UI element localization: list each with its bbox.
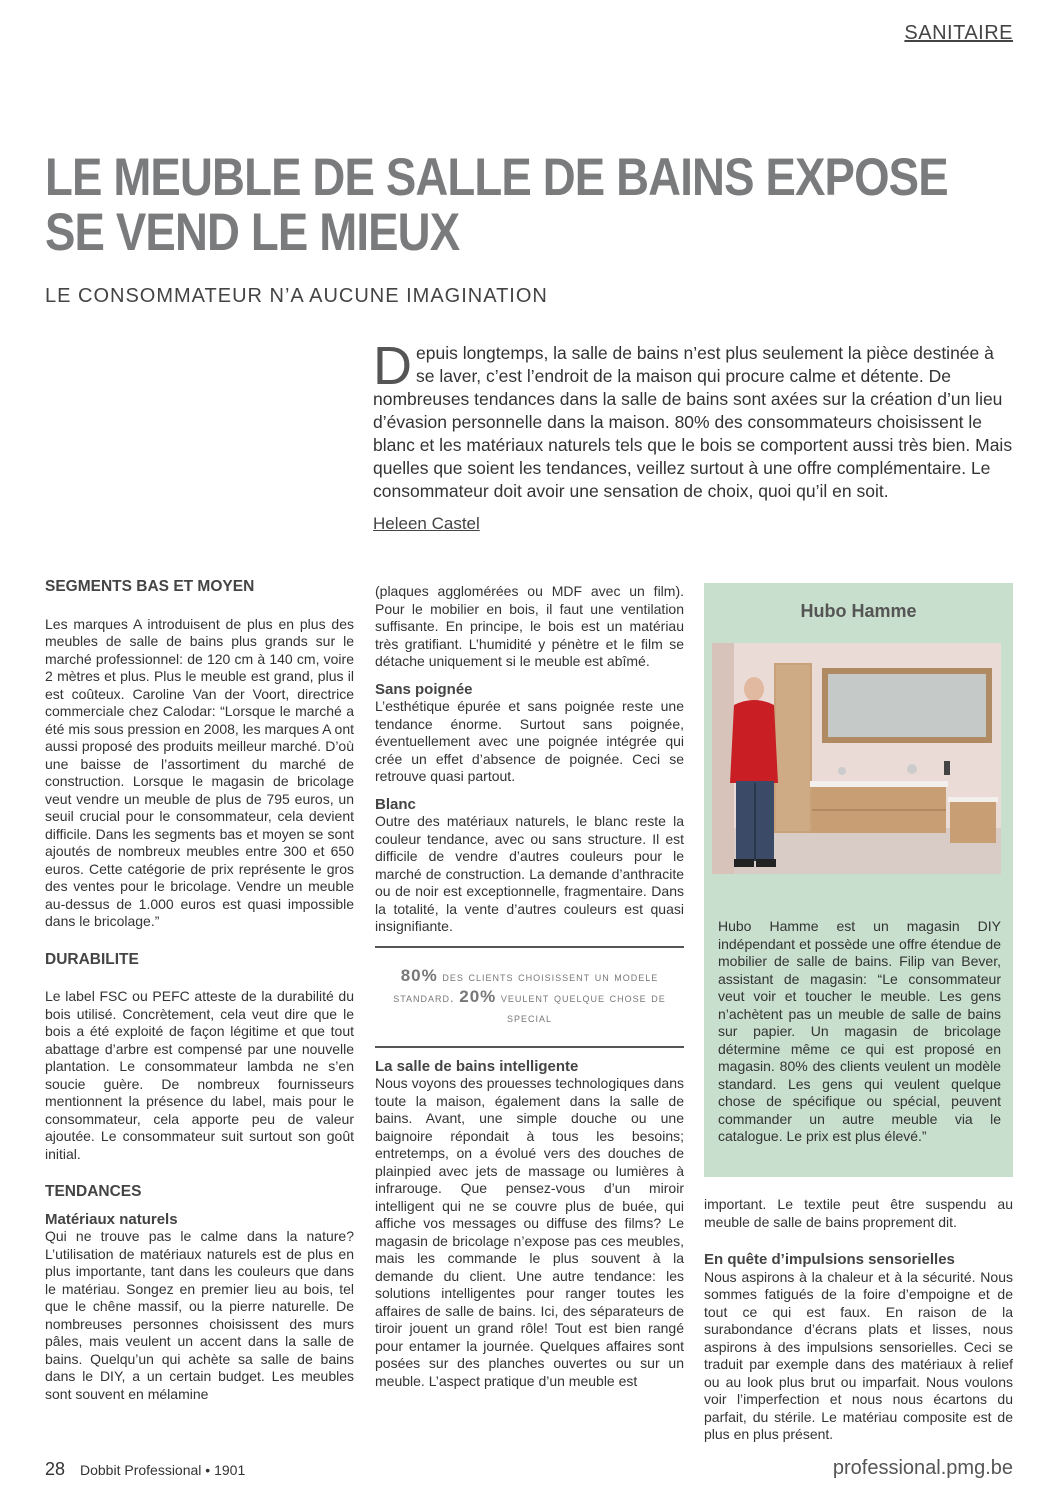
pull-quote [375,948,684,1046]
footer-url[interactable]: professional.pmg.be [832,1457,1013,1479]
paragraph-continued: (plaques agglomérées ou MDF avec un film). Pour le mobilier en bois, il faut une ventilation suffisante. En principe, le bois est un matériau très gratifiant. L’humidité y pénètre et le film se détache uniquement si le meuble est abîmé. [375,583,684,669]
sidebar-box [704,583,1013,1177]
heading-salle-intelligente: La salle de bains intelligente [375,1057,579,1075]
paragraph-materiaux-naturels: Qui ne trouve pas le calme dans la nature? L’utilisation de matériaux naturels est de plus en plus importante, tant dans les couleurs que dans le matériau. Songez en premier lieu au bois, tel que le chêne massif, ou la pierre naturelle. De nombreuses personnes choisissent des murs pâles, mais veulent un accent dans la salle de bains. Quelqu’un qui achète sa salle de bains dans le DIY, a un certain budget. Les meubles sont souvent en mélamine [45,1228,354,1402]
column-1 [45,578,354,1403]
heading-impulsions: En quête d’impulsions sensorielles [704,1251,955,1268]
sidebar-text: Hubo Hamme est un magasin DIY indépendant et possède une offre étendue de mobilier de salle de bains. Filip van Bever, assistant de magasin: “Le consommateur veut voir et toucher le meuble. Les gens n’achètent pas un meuble de salle de bains sur papier. Un magasin de bricolage détermine même ce qui est proposé en magasin. 80% des clients veulent un modèle standard. Les gens qui veulent quelque chose de spécifique ou spécial, peuvent commander un autre meuble via le catalogue. Le prix est plus élevé.” [718,918,1001,1144]
heading-blanc: Blanc [375,795,416,813]
bathroom-showroom-illustration [712,643,1001,874]
column-3 [704,1196,1013,1444]
paragraph-sans-poignee: L’esthétique épurée et sans poignée reste une tendance énorme. Surtout sans poignée, éventuellement avec une poignée intégrée qui crée un effet d’absence de poignée. Ceci se retrouve quasi partout. [375,698,684,784]
drop-cap: D [373,336,412,396]
paragraph-continued-col3: important. Le textile peut être suspendu au meuble de salle de bains proprement dit. [704,1196,1013,1230]
pull-quote-text-2: veulent quelque chose de special [496,989,666,1025]
heading-sans-poignee: Sans poignée [375,680,473,698]
heading-tendances: TENDANCES [45,1183,142,1200]
author-byline: Heleen Castel [373,514,480,533]
heading-materiaux-naturels: Matériaux naturels [45,1210,178,1228]
article-subtitle: LE CONSOMMATEUR N’A AUCUNE IMAGINATION [45,285,548,307]
column-2 [375,583,684,1390]
heading-durabilite: DURABILITE [45,950,139,968]
paragraph-segments: Les marques A introduisent de plus en plus des meubles de salle de bains plus grands sur le marché professionnel: de 120 cm à 140 cm, voire 2 mètres et plus. Plus le meuble est grand, plus il est coûteux. Caroline Van der Voort, directrice commerciale chez Calodar: “Lorsque le marché a été mis sous pression en 2008, les marques A ont aussi proposé des produits meilleur marché. D’où une baisse de l’assortiment du marché de construction. Lorsque le magasin de bricolage veut vendre un meuble de plus de 795 euros, un seuil crucial pour le consommateur, cela devient difficile. Dans les segments bas et moyen se sont ajoutés de nombreux meubles entre 300 et 650 euros. Cette catégorie de prix représente le gros des ventes pour le bricolage. Vendre un meuble au-dessus de 1.000 euros est quasi impossible dans le bricolage.” [45,615,354,929]
sidebar-title: Hubo Hamme [800,601,917,621]
heading-segments: SEGMENTS BAS ET MOYEN [45,578,255,595]
pull-quote-pct-2: 20% [459,986,497,1006]
intro-paragraph [373,336,1013,503]
paragraph-salle-intelligente: Nous voyons des prouesses technologiques dans toute la maison, également dans la salle de bains. Avant, une simple douche ou une baignoire répondait à tous les besoins; entretemps, on a évolué vers des douches de plainpied avec jets de massage ou lumières à infrarouge. Que pensez-vous d’un miroir intelligent qui ne se couvre plus de buée, qui affiche vos messages ou diffuse des films? Le magasin de bricolage n’expose pas ces meubles, mais les commande le plus souvent à la demande du client. Une autre tendance: les solutions intelligentes pour ranger toutes les affaires de salle de bains. Ici, des séparateurs de tiroir jouent un grand rôle! Tout est bien rangé pour entamer la journée. Quelques affaires sont posées sur des planches ouvertes ou sur un meuble. L’aspect pratique d’un meuble est [375,1075,684,1389]
paragraph-impulsions: Nous aspirons à la chaleur et à la sécurité. Nous sommes fatigués de la foire d’empoigne et de tout ce qui est faux. En raison de la surabondance d’écrans plats et lisses, nous aspirons à des impulsions sensorielles. Ceci se traduit par exemple dans des matériaux à relief ou au look plus brut ou imparfait. Nous voulons voir l’imperfection et nous nous écartons du parfait, du stérile. Le matériau composite est de plus en plus présent. [704,1268,1013,1442]
pull-quote-pct-1: 80% [400,965,438,985]
publication-name: Dobbit Professional • 1901 [80,1462,246,1478]
article-headline [45,148,948,262]
pull-quote-text-1: des clients choisissent un modele standard. [393,968,659,1005]
page-number: 28 [45,1459,66,1479]
intro-text: epuis longtemps, la salle de bains n’est plus seulement la pièce destinée à se laver, c’est l’endroit de la maison qui procure calme et détente. De nombreuses tendances dans la salle de bains sont axées sur la création d’un lieu d’évasion personnelle dans la maison. 80% des consommateurs choisissent le blanc et les matériaux naturels tels que le bois se comportent aussi très bien. Mais quelles que soient les tendances, veillez surtout à une offre complémentaire. Le consommateur doit avoir une sensation de choix, quoi qu’il en soit. [373,343,1013,501]
paragraph-durabilite: Le label FSC ou PEFC atteste de la durabilité du bois utilisé. Concrètement, cela veut dire que le bois a été exploité de façon légitime et que tout abattage d’arbre est compensé par une nouvelle plantation. Le consommateur lambda ne s’en soucie guère. De nombreux fournisseurs mentionnent la présence du label, mais pour le consommateur, cela apporte peu de valeur ajoutée. Le consommateur suit surtout son goût initial. [45,988,354,1162]
paragraph-blanc: Outre des matériaux naturels, le blanc reste la couleur tendance, avec ou sans structure. Il est difficile de vendre d’autres couleurs pour le marché de construction. La demande d’anthracite ou de noir est exceptionnelle, fragmentaire. Dans la totalité, la vente d’autres couleurs est quasi insignifiante. [375,813,684,934]
headline-line-2: SE VEND LE MIEUX [45,203,460,262]
section-tag: SANITAIRE [904,22,1013,44]
headline-line-1: LE MEUBLE DE SALLE DE BAINS EXPOSE [45,148,948,207]
store-photo [712,643,1001,874]
